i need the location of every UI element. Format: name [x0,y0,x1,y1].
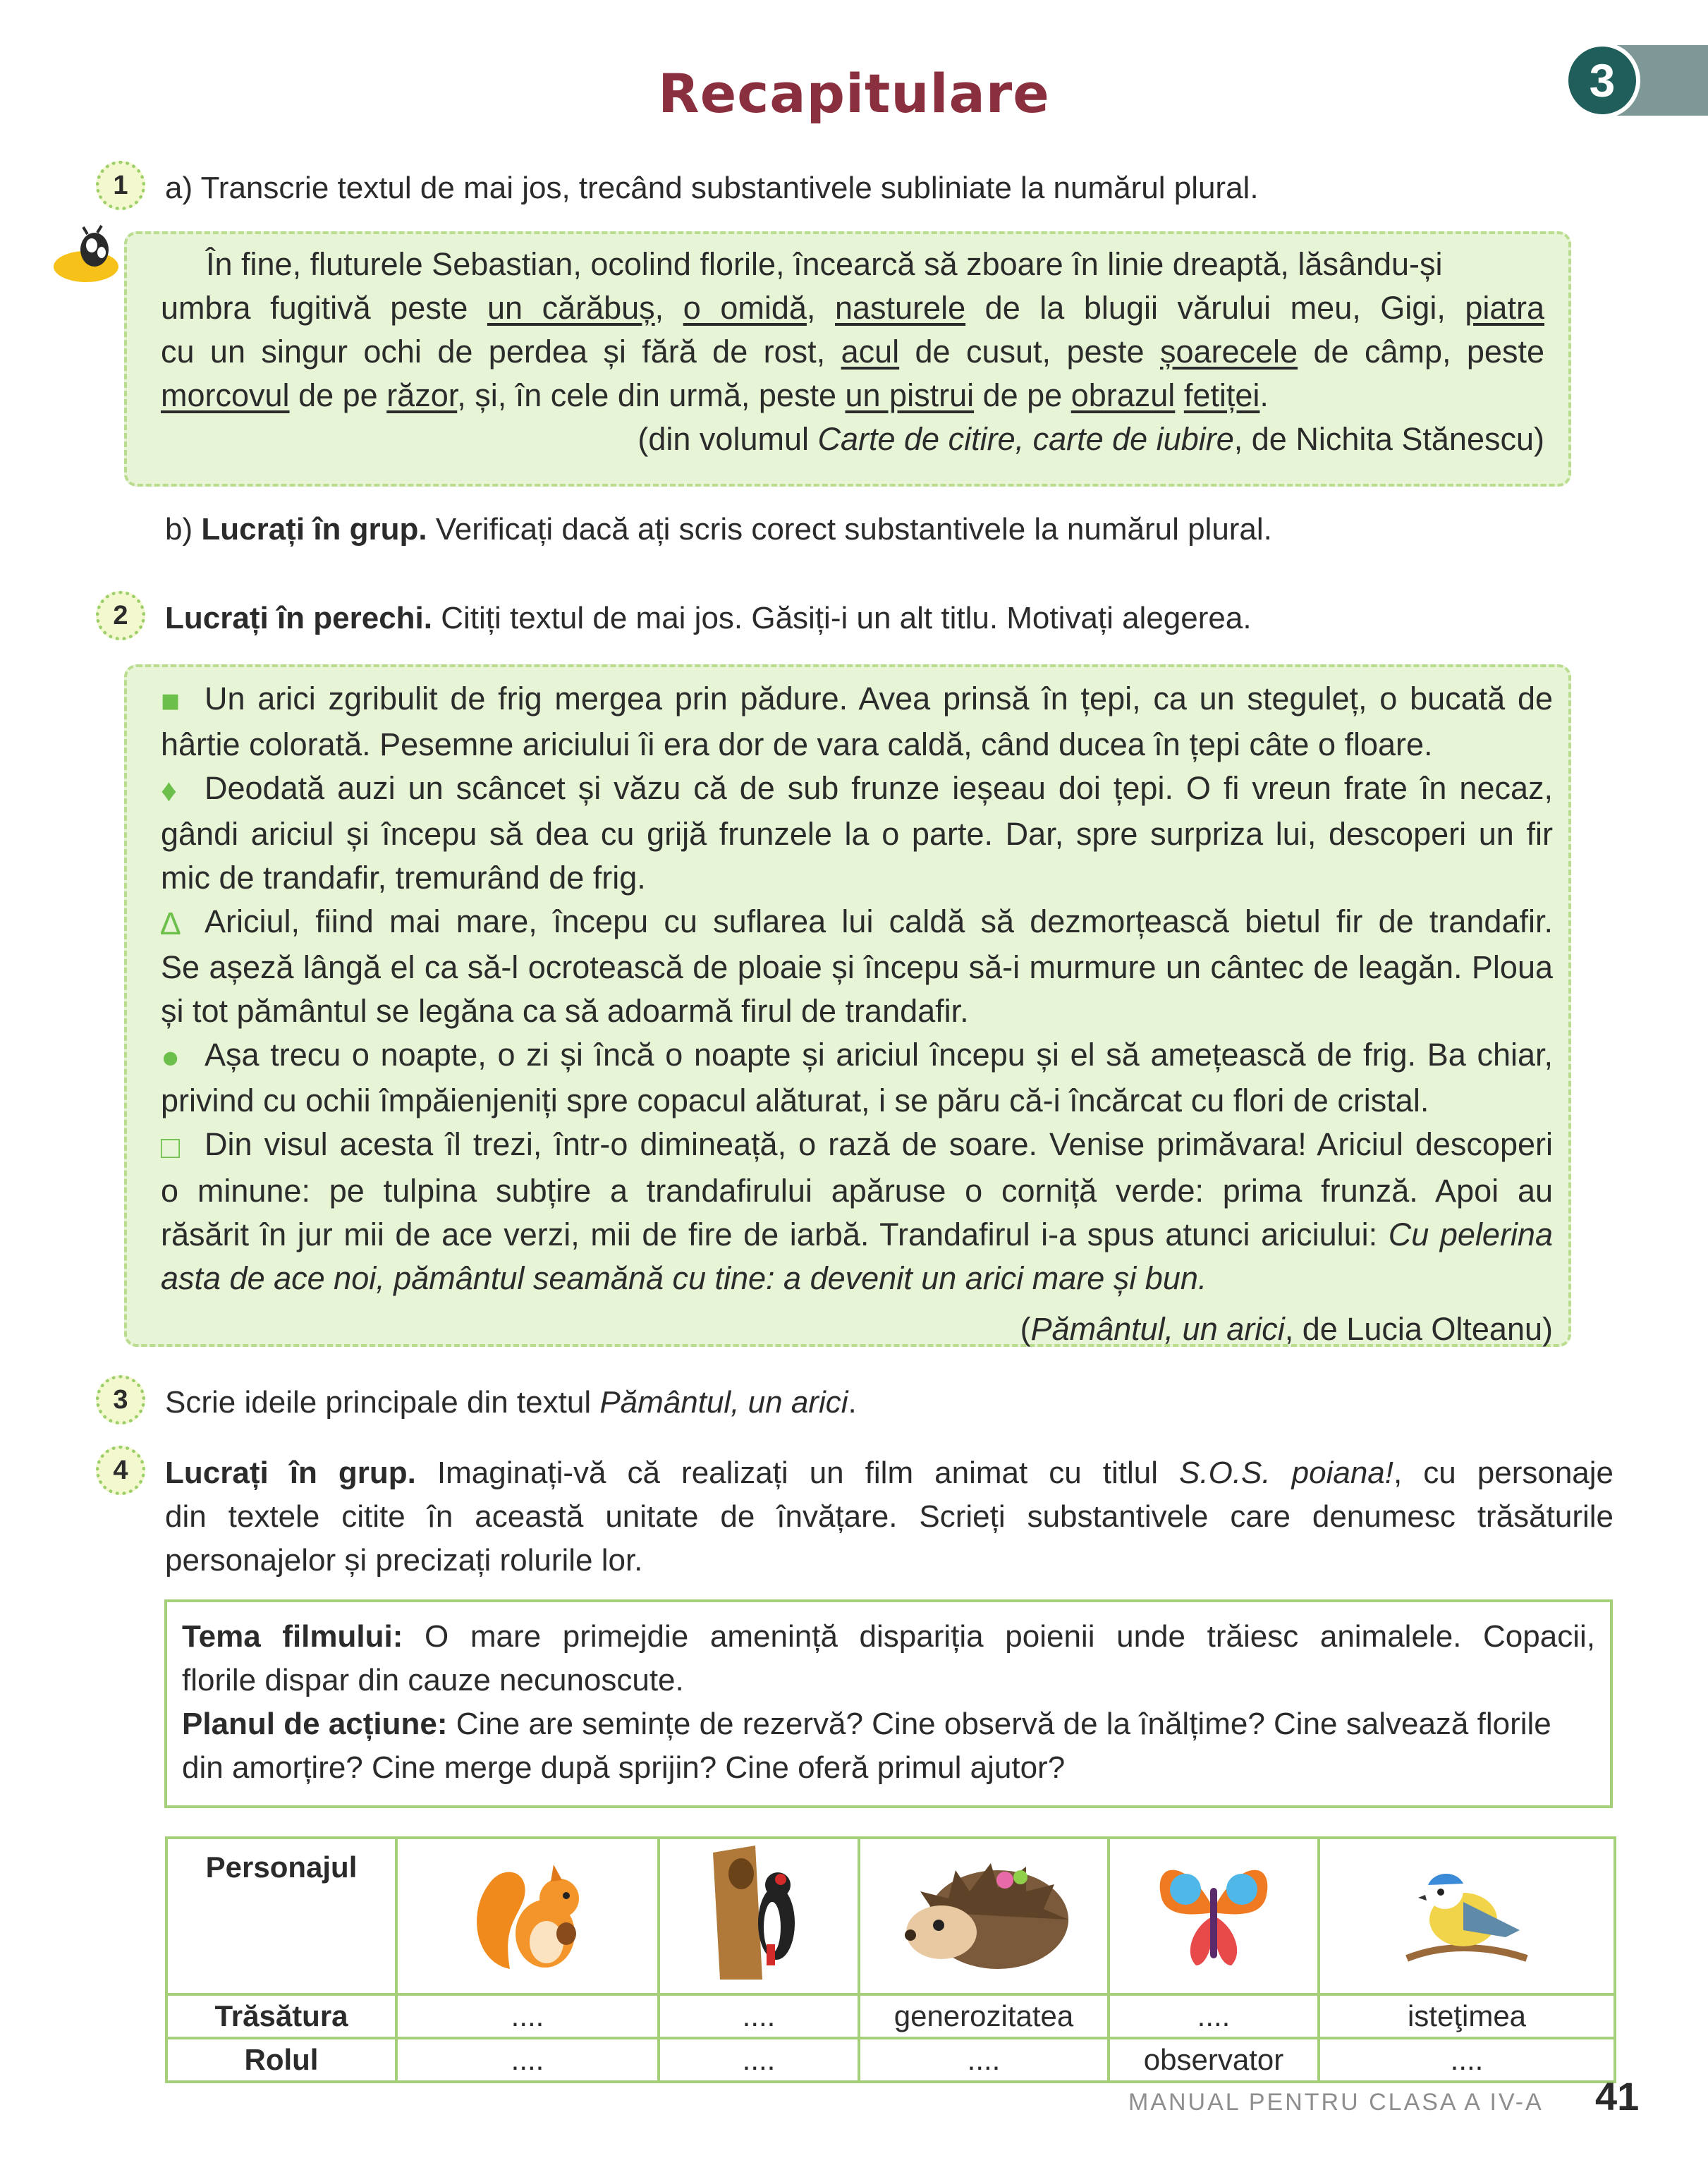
hedgehog-image [859,1838,1109,1994]
trait-cell: .... [1109,1994,1319,2038]
underlined-noun: șoarecele [1159,334,1298,370]
book-label: MANUAL PENTRU CLASA A IV-A [1128,2089,1544,2116]
unit-number-badge: 3 [1564,42,1640,118]
row-label-trait: Trăsătura [166,1994,396,2038]
exercise-4-instruction: Lucrați în grup. Imaginați-vă că realizați un film animat cu titlul S.O.S. poiana!, cu personaje din textele citite în această unitate de învățare. Scrieți substantivele care denumesc trăsăturile personajelor și precizați rolurile lor. [165,1456,1614,1578]
role-cell: observator [1109,2038,1319,2082]
underlined-noun: o omidă [683,290,807,326]
exercise-number-2: 2 [96,591,145,640]
underlined-noun: nasturele [834,290,966,326]
exercise-number-1: 1 [96,161,145,210]
underlined-noun: obrazul [1070,377,1176,413]
page-title: Recapitulare [658,62,1050,125]
page-number: 41 [1595,2074,1640,2118]
trait-cell: generozitatea [859,1994,1109,2038]
characters-table [165,1836,1616,2083]
square-filled-icon: ■ [161,683,181,719]
passage-2-source: (Pământul, un arici, de Lucia Olteanu) [1020,1310,1553,1347]
woodpecker-image [659,1838,859,1994]
underlined-noun: morcovul [161,377,290,413]
row-label-character: Personajul [166,1838,396,1994]
underlined-noun: piatra [1465,290,1544,326]
role-cell: .... [1319,2038,1615,2082]
circle-filled-icon: ● [161,1039,181,1075]
role-cell: .... [859,2038,1109,2082]
squirrel-image [396,1838,659,1994]
exercise-number-4: 4 [96,1446,145,1495]
role-cell: .... [659,2038,859,2082]
exercise-1b-instruction: b) Lucrați în grup. Verificați dacă ați scris corect substantivele la numărul plural. [165,512,1272,547]
passage-2-text: ■ Un arici zgribulit de frig mergea prin pădure. Avea prinsă în țepi, ca un steguleț, o bucată de hârtie colorată. Pesemne ariciului îi era dor de vara caldă, când ducea în țepi câte o floare. ♦ Deodată auzi un scâncet și văzu că de sub frunze ieșeau doi țepi. O fi vreun frate în necaz, gândi ariciul și începu să dea cu grijă frunzele la o parte. Dar, spre surpriza lui, descoperi un fir mic de trandafir, tremurând de frig. ∆ Ariciul, fiind mai mare, începu cu suflarea lui caldă să dezmorțească bietul fir de trandafir. Se așeză lângă el ca să-l ocrotească de ploaie și începu să-i murmure un cântec de leagăn. Ploua și tot pământul se legăna ca să adoarmă firul de trandafir. ● Așa trecu o noapte, o zi și încă o noapte și ariciul începu și el să amețească de frig. Ba chiar, privind cu ochii împăienjeniți spre copacul alăturat, i se păru că-i încărcat cu flori de cristal. □ Din visul acesta îl trezi, într-o dimineață, o rază de soare. Venise primăvara! Ariciul descoperi o minune: pe tulpina subțire a trandafirului apăruse o corniță verde: prima frunză. Apoi au răsărit în jur mii de ace verzi, mii de fire de iarbă. Trandafirul i-a spus atunci ariciului: Cu pelerina asta de ace noi, pământul seamănă cu tine: a devenit un arici mare și bun. (Pământul, un arici, de Lucia Olteanu) [161,677,1553,1351]
blue-tit-image [1319,1838,1615,1994]
exercise-3-instruction: Scrie ideile principale din textul Pământul, un arici. [165,1385,857,1420]
underlined-noun: un cărăbuș [487,290,655,326]
exercise-2-instruction: Lucrați în perechi. Citiți textul de mai jos. Găsiți-i un alt titlu. Motivați alegerea. [165,601,1252,635]
underlined-noun: un pistrui [845,377,975,413]
underlined-noun: răzor [386,377,458,413]
bee-icon [51,224,128,285]
film-theme-text: Tema filmului: O mare primejdie amenință dispariția poienii unde trăiesc animalele. Copacii, florile dispar din cauze necunoscute. Planul de acțiune: Cine are semințe de rezervă? Cine observă de la înălțime? Cine salvează florile din amorțire? Cine merge după sprijin? Cine oferă primul ajutor? [182,1619,1595,1785]
trait-cell: .... [396,1994,659,2038]
role-cell: .... [396,2038,659,2082]
triangle-outline-icon: ∆ [161,905,181,942]
exercise-number-3: 3 [96,1375,145,1425]
trait-cell: .... [659,1994,859,2038]
trait-cell: isteţimea [1319,1994,1615,2038]
diamond-icon: ♦ [161,772,177,809]
square-outline-icon: □ [161,1128,181,1165]
plan-label: Planul de acțiune: [182,1707,448,1741]
underlined-noun: acul [841,334,900,370]
theme-label: Tema filmului: [182,1619,403,1654]
exercise-1a-instruction: a) Transcrie textul de mai jos, trecând substantivele subliniate la numărul plural. [165,171,1259,205]
passage-1-source: (din volumul Carte de citire, carte de iubire, de Nichita Stănescu) [638,421,1544,457]
butterfly-image [1109,1838,1319,1994]
passage-1-text: În fine, fluturele Sebastian, ocolind florile, încearcă să zboare în linie dreaptă, lăsându-și umbra fugitivă peste un cărăbuș, o omidă, nasturele de la blugii vărului meu, Gigi, piatra cu un singur ochi de perdea și fără de rost, acul de cusut, peste șoarecele de câmp, peste morcovul de pe răzor, și, în cele din urmă, peste un pistrui de pe obrazul fetiței. (din volumul Carte de citire, carte de iubire, de Nichita Stănescu) [161,243,1544,461]
underlined-noun: fetiței [1183,377,1260,413]
row-label-role: Rolul [166,2038,396,2082]
